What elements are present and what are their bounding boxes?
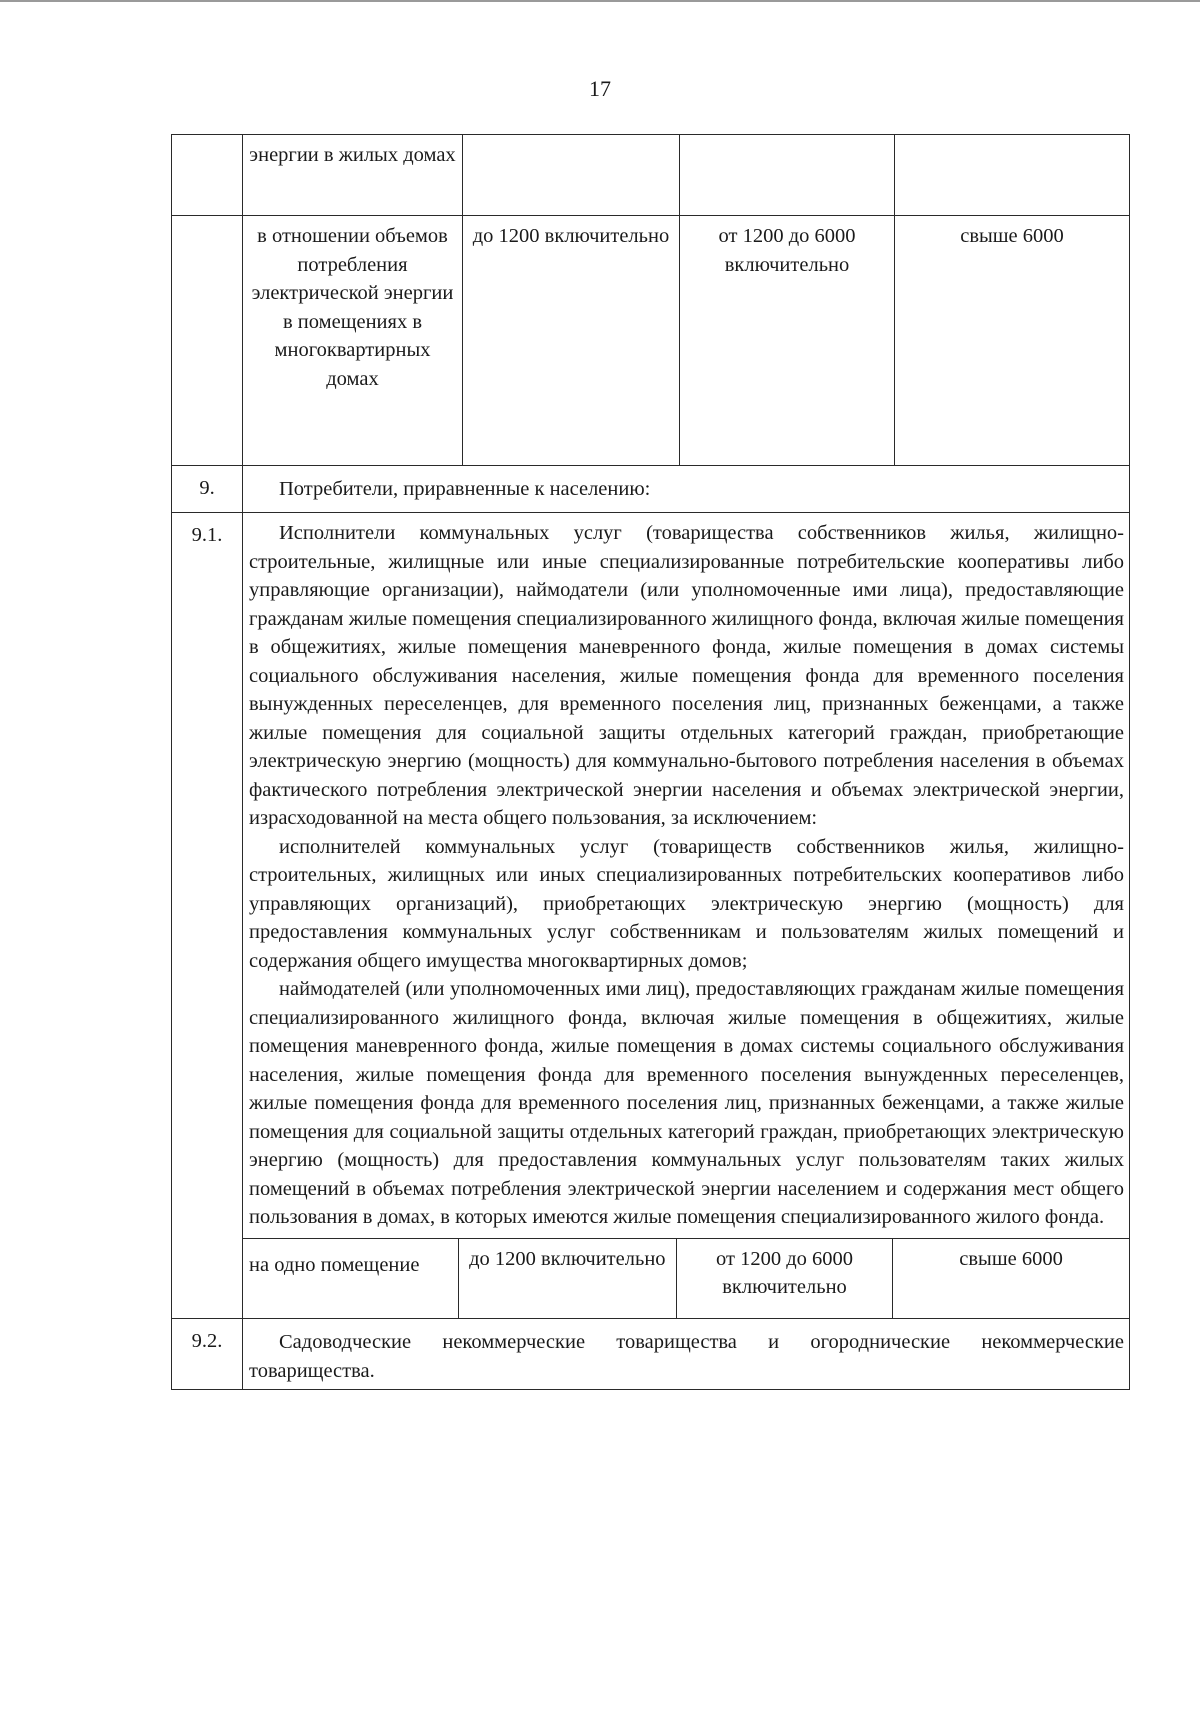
row-number: 9.2. (172, 1319, 243, 1390)
table-row-9-1 (172, 513, 1130, 1319)
range-low-cell: до 1200 включительно (458, 1238, 676, 1318)
scan-top-edge (0, 0, 1200, 2)
range-low-cell: до 1200 включительно (463, 216, 680, 466)
paragraph: Садоводческие некоммерческие товарищества и огороднические некоммерческие товарищества. (249, 1331, 1124, 1382)
paragraph: Исполнители коммунальных услуг (товарищества собственников жилья, жилищно-строительные, жилищные или иные специализированные потребительские кооперативы либо управляющие организации), наймодатели (или уполномоченные ими лица), предоставляющие гражданам жилые помещения специализированного жилищного фонда, включая жилые помещения в общежитиях, жилые помещения маневренного фонда, жилые помещения в домах системы социального обслуживания населения, жилые помещения фонда для временного поселения вынужденных переселенцев, для временного поселения лиц, признанных беженцами, а также жилые помещения для социальной защиты отдельных категорий граждан, приобретающие электрическую энергию (мощность) для коммунально-бытового потребления населения в объемах фактического потребления электрической энергии населения и объемах электрической энергии, израсходованной на места общего пользования, за исключением: (249, 522, 1124, 829)
row-number: 9. (172, 466, 243, 513)
row-number: 9.1. (172, 513, 243, 1319)
range-high-cell: свыше 6000 (895, 216, 1130, 466)
table-row-9-2 (172, 1319, 1130, 1390)
tariff-table (171, 134, 1130, 1390)
per-room-label: на одно помещение (243, 1238, 458, 1318)
row-text-cell (243, 1319, 1130, 1390)
empty-cell (895, 135, 1130, 216)
range-mid-cell: от 1200 до 6000 включительно (676, 1238, 892, 1318)
category-label-cell: энергии в жилых домах (243, 135, 463, 216)
num-cell-empty (172, 135, 243, 216)
range-mid-cell: от 1200 до 6000 включительно (680, 216, 895, 466)
range-high-cell: свыше 6000 (893, 1238, 1129, 1318)
per-room-subtable (243, 1238, 1129, 1319)
page-number: 17 (589, 76, 611, 101)
table-row-9 (172, 466, 1130, 513)
category-label-cell: в отношении объемов потребления электрической энергии в помещениях в многоквартирных домах (243, 216, 463, 466)
row-text-cell (243, 513, 1130, 1319)
table-row-apartments (172, 216, 1130, 466)
empty-cell (463, 135, 680, 216)
empty-cell (680, 135, 895, 216)
row-text-cell (243, 466, 1130, 513)
num-cell-empty (172, 216, 243, 466)
paragraph: исполнителей коммунальных услуг (товариществ собственников жилья, жилищно-строительных, жилищных или иных специализированных потребительских кооперативов либо управляющих организаций), приобретающих электрическую энергию (мощность) для предоставления коммунальных услуг собственникам и пользователям жилых помещений и содержания общего имущества многоквартирных домов; (249, 835, 1124, 972)
table-row-continuation (172, 135, 1130, 216)
paragraph: наймодателей (или уполномоченных ими лиц), предоставляющих гражданам жилые помещения специализированного жилищного фонда, включая жилые помещения в общежитиях, жилые помещения маневренного фонда, жилые помещения в домах системы социального обслуживания населения, жилые помещения фонда для временного поселения вынужденных переселенцев, жилые помещения фонда для временного поселения лиц, признанных беженцами, а также жилые помещения для социальной защиты отдельных категорий граждан, приобретающих электрическую энергию (мощность) для предоставления коммунальных услуг пользователям таких жилых помещений в объемах потребления электрической энергии населением и содержания мест общего пользования в домах, в которых имеются жилые помещения специализированного жилого фонда. (249, 978, 1124, 1228)
row-heading: Потребители, приравненные к населению: (279, 478, 651, 500)
